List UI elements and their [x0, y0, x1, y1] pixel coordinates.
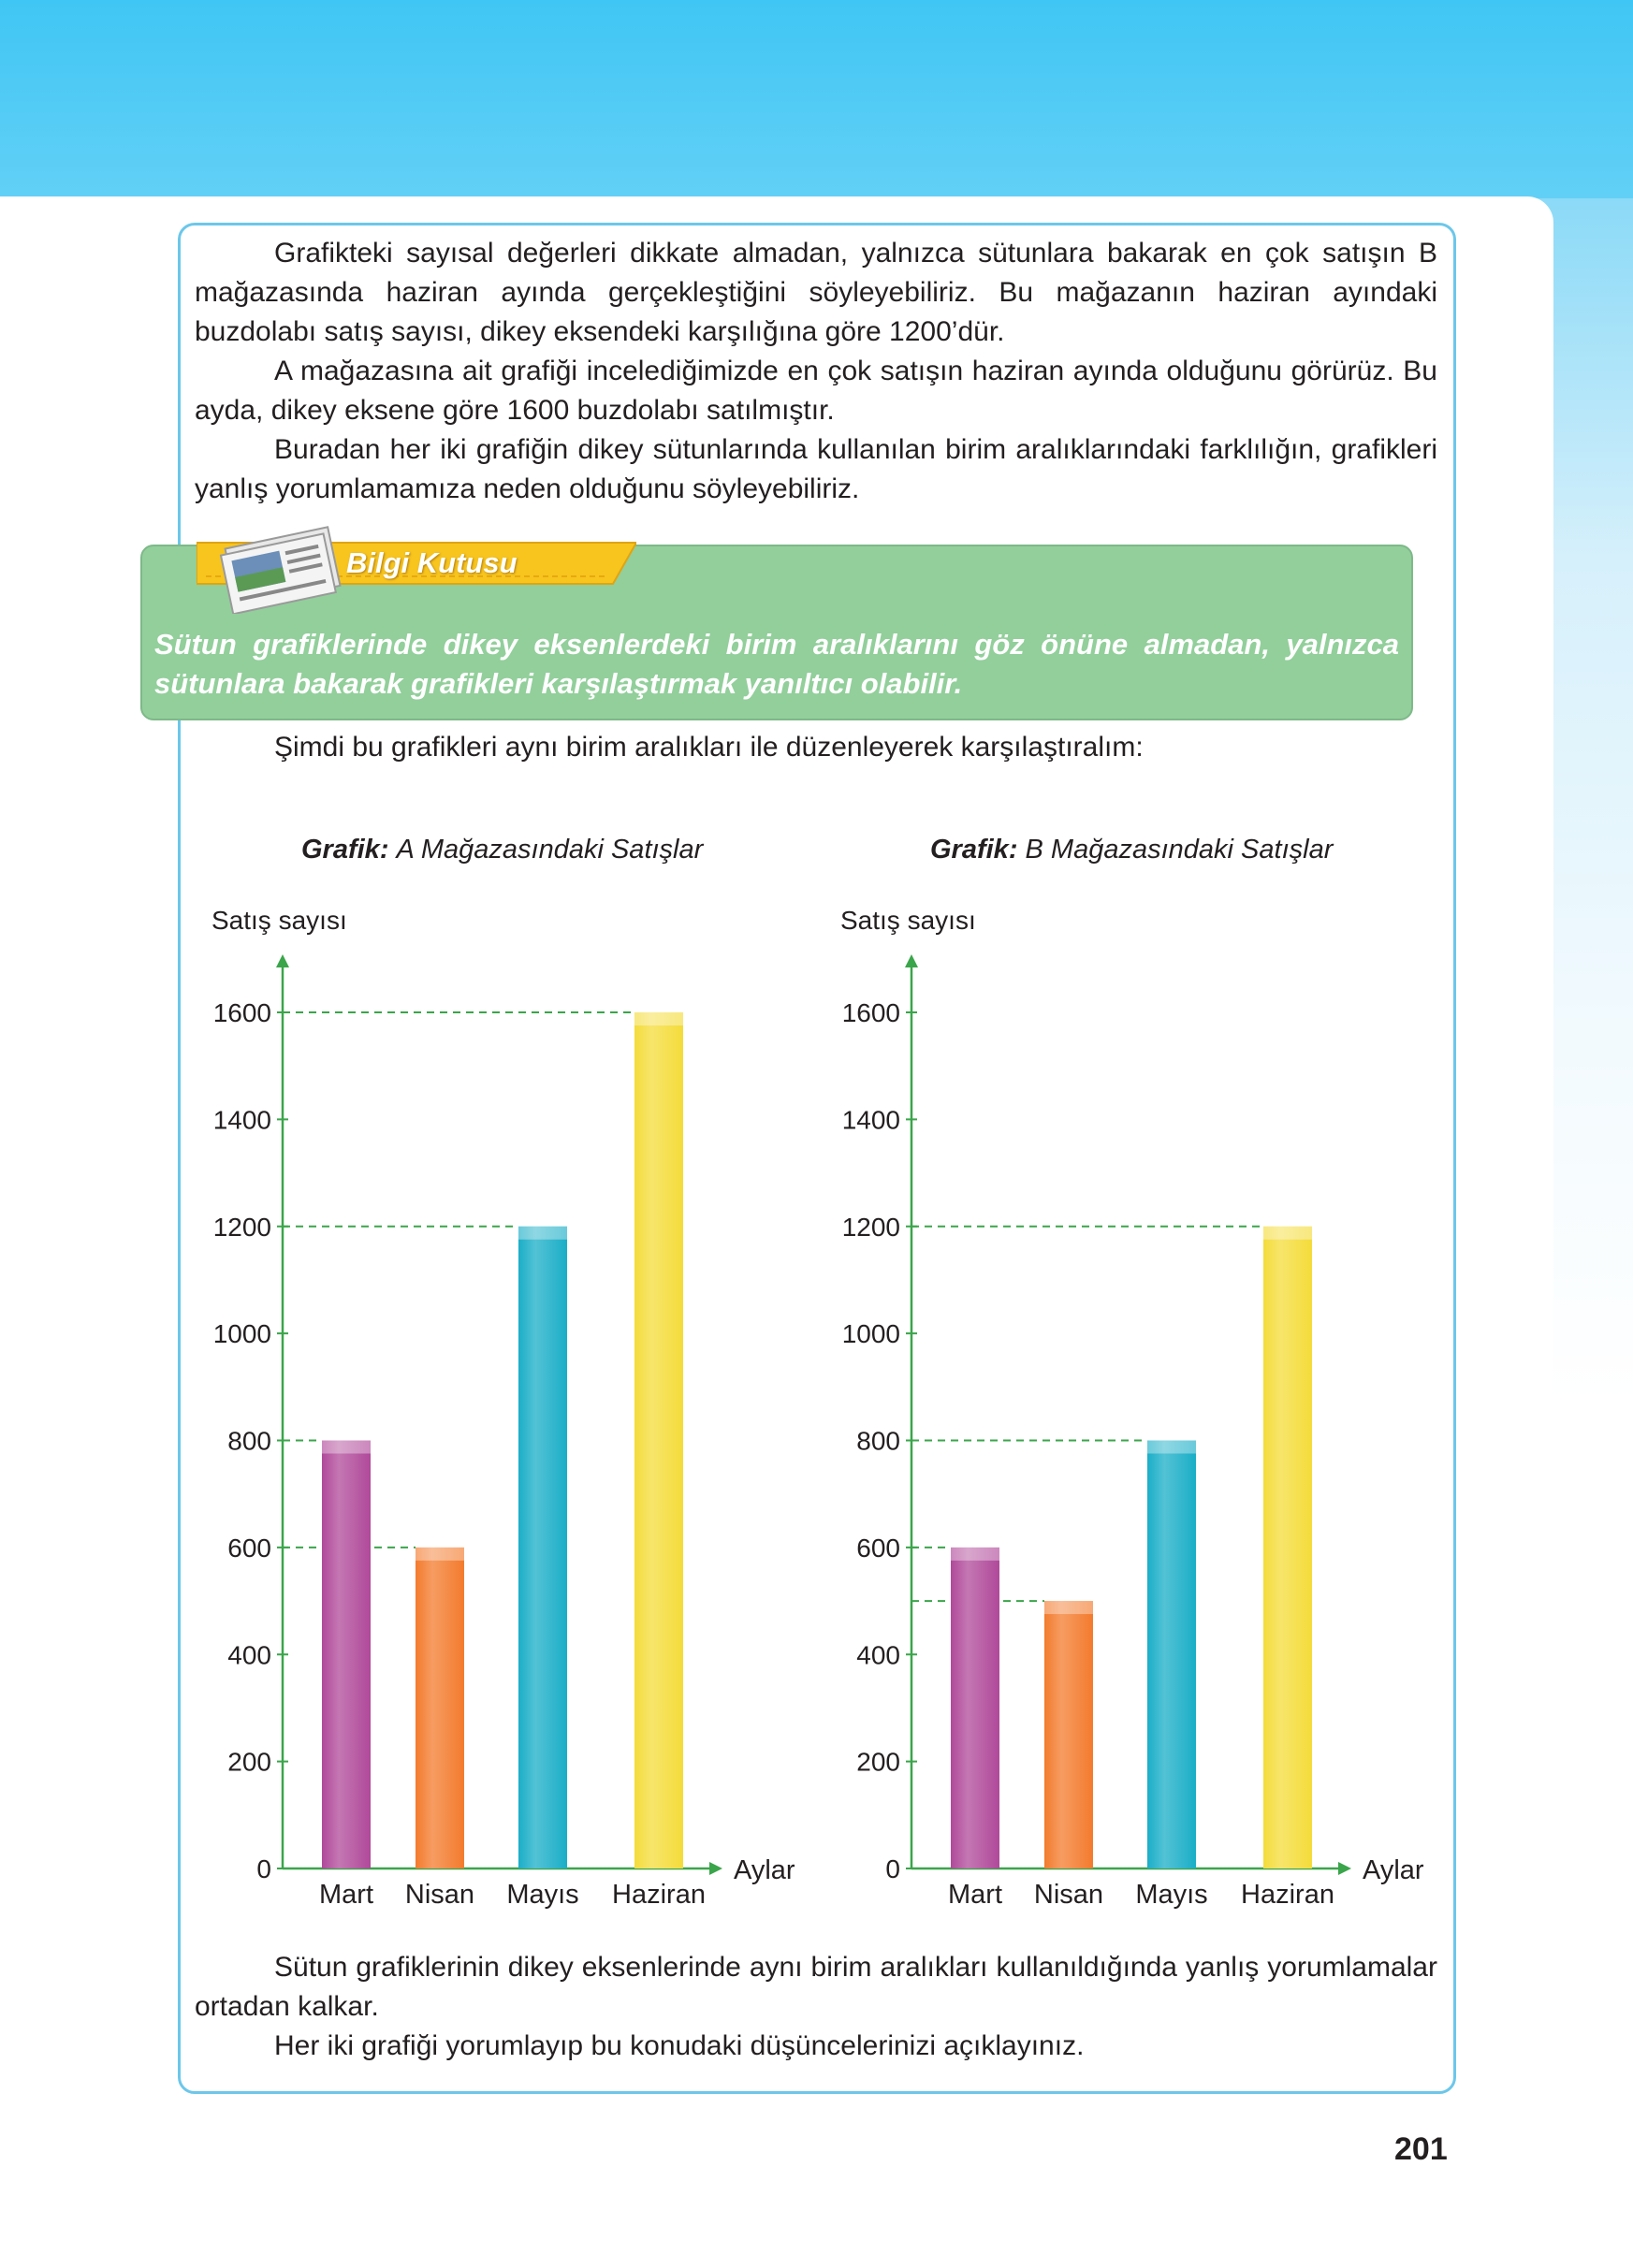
- bar-highlight: [1147, 1441, 1196, 1454]
- x-category-label: Nisan: [404, 1880, 475, 1910]
- x-category-label: Mayıs: [1135, 1880, 1208, 1910]
- bar-highlight: [322, 1441, 371, 1454]
- y-tick-label: 400: [227, 1640, 271, 1670]
- paragraph-1: Grafikteki sayısal değerleri dikkate almadan, yalnızca sütunlara bakarak en çok satışın B mağazasında haziran ayında gerçekleştiğini söyleyebiliriz. Bu mağazanın haziran ayındaki buzdolabı satış sayısı, dikey eksendeki karşılığına göre 1200’dür.: [195, 238, 1437, 347]
- paragraph-5: Her iki grafiği yorumlayıp bu konudaki düşüncelerinizi açıklayınız.: [274, 2030, 1085, 2061]
- x-axis-arrow: [709, 1862, 722, 1875]
- bar-highlight: [634, 1012, 683, 1025]
- y-axis-label: Satış sayısı: [211, 906, 347, 935]
- y-tick-label: 800: [227, 1426, 271, 1456]
- x-axis-arrow: [1338, 1862, 1351, 1875]
- y-tick-label: 200: [856, 1747, 900, 1777]
- y-tick-label: 600: [227, 1533, 271, 1563]
- bar-nisan: [1044, 1601, 1093, 1868]
- y-tick-label: 1400: [212, 1105, 271, 1135]
- bar-mart: [322, 1441, 371, 1869]
- y-tick-label: 1600: [212, 998, 271, 1027]
- bar-haziran: [1263, 1227, 1312, 1868]
- chart-title-text: A Mağazasındaki Satışlar: [396, 835, 704, 865]
- y-tick-label: 1000: [841, 1319, 900, 1349]
- bar-highlight: [416, 1548, 464, 1561]
- y-tick-label: 200: [227, 1747, 271, 1777]
- chart-title: [301, 835, 705, 865]
- bar-haziran: [634, 1012, 683, 1868]
- y-tick-label: 0: [256, 1854, 271, 1883]
- y-tick-label: 1600: [841, 998, 900, 1027]
- paragraph-4: Sütun grafiklerinin dikey eksenlerinde aynı birim aralıkları kullanıldığında yanlış yorumlamalar ortadan kalkar.: [195, 1952, 1437, 2022]
- paragraph-3: Buradan her iki grafiğin dikey sütunlarında kullanılan birim aralıklarındaki farklılığın, grafikleri yanlış yorumlamamıza neden olduğunu söyleyebiliriz.: [195, 434, 1437, 504]
- chart-title: [930, 835, 1334, 865]
- bar-highlight: [518, 1227, 567, 1240]
- x-category-label: Mayıs: [506, 1880, 579, 1910]
- y-tick-label: 1200: [841, 1212, 900, 1242]
- x-axis-label: Aylar: [1363, 1855, 1424, 1885]
- x-category-label: Haziran: [1241, 1880, 1334, 1910]
- page-number: 201: [1394, 2131, 1448, 2167]
- bar-mart: [951, 1548, 999, 1868]
- x-axis-label: Aylar: [734, 1855, 795, 1885]
- y-tick-label: 800: [856, 1426, 900, 1456]
- info-box-title: Bilgi Kutusu: [346, 546, 518, 579]
- chart-a: [211, 835, 795, 1910]
- chart-title-prefix: Grafik:: [930, 835, 1026, 865]
- bar-highlight: [1263, 1227, 1312, 1240]
- bar-highlight: [1044, 1601, 1093, 1614]
- y-tick-label: 1200: [212, 1212, 271, 1242]
- y-axis-label: Satış sayısı: [840, 906, 976, 935]
- intro-text: Şimdi bu grafikleri aynı birim aralıkları ile düzenleyerek karşılaştıralım:: [274, 732, 1144, 763]
- y-tick-label: 0: [885, 1854, 900, 1883]
- x-category-label: Mart: [319, 1880, 373, 1910]
- bar-highlight: [951, 1548, 999, 1561]
- y-tick-label: 1000: [212, 1319, 271, 1349]
- bar-nisan: [416, 1548, 464, 1868]
- chart-title-text: B Mağazasındaki Satışlar: [1025, 835, 1334, 865]
- info-box-text: Sütun grafiklerinde dikey eksenlerdeki birim aralıklarını göz önüne almadan, yalnızca sütunlara bakarak grafikleri karşılaştırmak yanıltıcı olabilir.: [154, 628, 1399, 700]
- y-axis-arrow: [905, 954, 918, 967]
- x-category-label: Nisan: [1033, 1880, 1104, 1910]
- bar-mayıs: [518, 1227, 567, 1868]
- y-tick-label: 400: [856, 1640, 900, 1670]
- paragraph-2: A mağazasına ait grafiği incelediğimizde en çok satışın haziran ayında olduğunu görürüz. Bu ayda, dikey eksene göre 1600 buzdolabı satılmıştır.: [195, 356, 1437, 426]
- y-axis-arrow: [276, 954, 289, 967]
- bar-mayıs: [1147, 1441, 1196, 1869]
- x-category-label: Mart: [948, 1880, 1002, 1910]
- chart-b: [840, 835, 1424, 1910]
- chart-title-prefix: Grafik:: [301, 835, 397, 865]
- y-tick-label: 1400: [841, 1105, 900, 1135]
- y-tick-label: 600: [856, 1533, 900, 1563]
- x-category-label: Haziran: [612, 1880, 706, 1910]
